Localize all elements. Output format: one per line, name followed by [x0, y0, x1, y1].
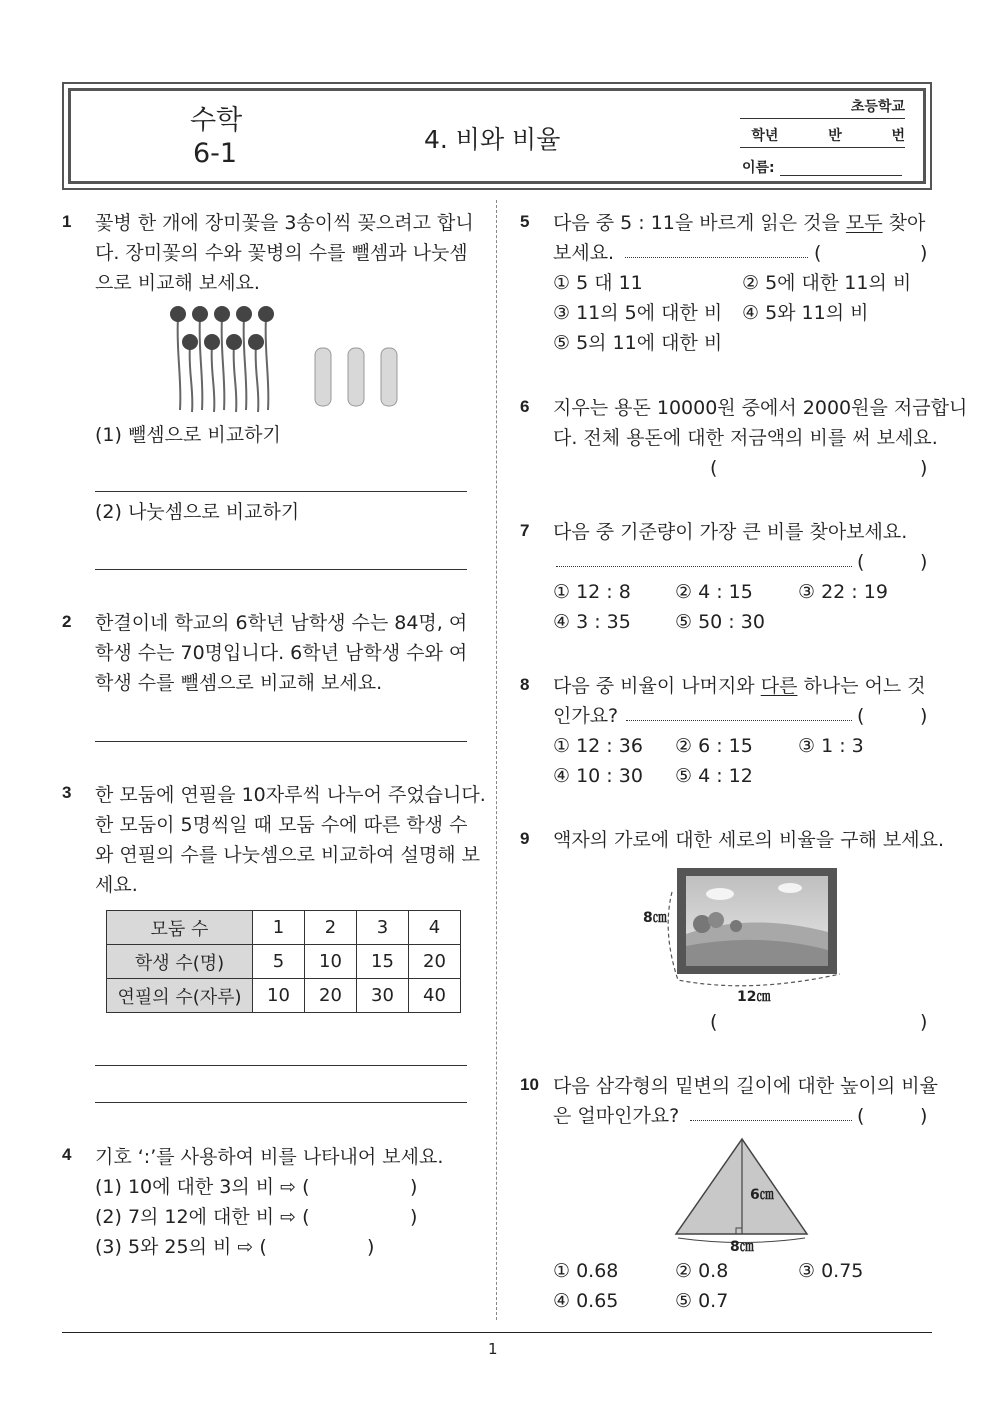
school-label: 초등학교	[850, 99, 905, 115]
table-cell: 2	[305, 911, 357, 945]
q5-line-1	[553, 208, 925, 238]
q8-paren-close: )	[920, 705, 928, 727]
q10-option[interactable]: ① 0.68	[553, 1260, 619, 1282]
q5-text: 다음 중 5 : 11을 바르게 읽은 것을	[553, 212, 846, 234]
table-cell: 3	[357, 911, 409, 945]
q10-option[interactable]: ④ 0.65	[553, 1290, 619, 1312]
q8-text: 하나는 어느 것	[797, 675, 926, 697]
q2-answer-line[interactable]	[95, 741, 467, 742]
q9-height-label: 8㎝	[643, 910, 667, 926]
q1-number: 1	[62, 212, 72, 231]
q10-number: 10	[520, 1075, 539, 1094]
table-cell: 15	[357, 945, 409, 979]
school-field	[740, 96, 905, 119]
q10-line-1: 다음 삼각형의 밑변의 길이에 대한 높이의 비율	[553, 1075, 938, 1097]
q4-number: 4	[62, 1145, 72, 1164]
q1-sub2: (2) 나눗셈으로 비교하기	[95, 501, 300, 523]
q7-option[interactable]: ② 4 : 15	[675, 581, 753, 603]
q8-option[interactable]: ⑤ 4 : 12	[675, 765, 753, 787]
table-row	[107, 911, 461, 945]
table-cell: 10	[305, 945, 357, 979]
q4-item-1-close: )	[410, 1176, 418, 1198]
q8-emphasis: 다른	[760, 675, 798, 697]
q10-line-2: 은 얼마인가요?	[553, 1105, 680, 1127]
q2-line: 한결이네 학교의 6학년 남학생 수는 84명, 여	[95, 612, 468, 634]
q7-leader-dots	[556, 566, 852, 567]
q5-leader-dots	[625, 257, 808, 258]
q3-table	[106, 910, 461, 1013]
q10-option[interactable]: ② 0.8	[675, 1260, 729, 1282]
subject-title: 수학	[190, 105, 243, 136]
q10-leader-dots	[690, 1120, 852, 1121]
q3-line: 한 모둠에 연필을 10자루씩 나누어 주었습니다.	[95, 784, 486, 806]
q1-answer-line-1[interactable]	[95, 491, 467, 492]
q5-paren-close: )	[920, 242, 928, 264]
name-label: 이름:	[742, 160, 775, 176]
q8-option[interactable]: ② 6 : 15	[675, 735, 753, 757]
q5-option[interactable]: ⑤ 5의 11에 대한 비	[553, 332, 723, 354]
triangle-diagram	[670, 1135, 815, 1247]
q7-option[interactable]: ① 12 : 8	[553, 581, 631, 603]
q5-option[interactable]: ③ 11의 5에 대한 비	[553, 302, 723, 324]
q9-paren-close: )	[920, 1011, 928, 1033]
q7-line-1: 다음 중 기준량이 가장 큰 비를 찾아보세요.	[553, 521, 908, 543]
table-cell: 10	[253, 979, 305, 1013]
q8-line-2: 인가요?	[553, 705, 619, 727]
column-divider	[496, 200, 497, 1320]
q3-line: 한 모둠이 5명씩일 때 모둠 수에 따른 학생 수	[95, 814, 468, 836]
q7-option[interactable]: ④ 3 : 35	[553, 611, 631, 633]
q10-paren-close: )	[920, 1105, 928, 1127]
q7-paren-close: )	[920, 551, 928, 573]
table-row	[107, 979, 461, 1013]
class-field	[740, 125, 905, 148]
q2-number: 2	[62, 612, 72, 631]
q4-item-3-close: )	[367, 1236, 375, 1258]
table-cell: 5	[253, 945, 305, 979]
q6-line: 지우는 용돈 10000원 중에서 2000원을 저금합니	[553, 397, 968, 419]
q5-line-2: 보세요.	[553, 242, 615, 264]
table-cell: 40	[409, 979, 461, 1013]
q5-option[interactable]: ① 5 대 11	[553, 272, 643, 294]
q9-paren-open: (	[710, 1011, 718, 1033]
footer-rule	[62, 1332, 932, 1333]
q8-text: 다음 중 비율이 나머지와	[553, 675, 761, 697]
q3-answer-line-2[interactable]	[95, 1102, 467, 1103]
q8-option[interactable]: ③ 1 : 3	[798, 735, 864, 757]
q4-item-1: (1) 10에 대한 3의 비 ⇨ (	[95, 1176, 310, 1198]
q1-text	[95, 208, 474, 298]
q9-line-1: 액자의 가로에 대한 세로의 비율을 구해 보세요.	[553, 829, 945, 851]
q10-option[interactable]: ③ 0.75	[798, 1260, 864, 1282]
q8-number: 8	[520, 675, 530, 694]
q10-paren-open: (	[857, 1105, 865, 1127]
q6-paren-close: )	[920, 457, 928, 479]
q8-paren-open: (	[857, 705, 865, 727]
q8-leader-dots	[626, 720, 852, 721]
table-cell: 30	[357, 979, 409, 1013]
q1-sub1: (1) 뺄셈으로 비교하기	[95, 424, 281, 446]
q2-line: 학생 수는 70명입니다. 6학년 남학생 수와 여	[95, 642, 468, 664]
q5-emphasis: 모두	[845, 212, 883, 234]
q7-number: 7	[520, 521, 530, 540]
q1-answer-line-2[interactable]	[95, 569, 467, 570]
table-cell: 20	[305, 979, 357, 1013]
q3-number: 3	[62, 783, 72, 802]
q8-line-1	[553, 671, 926, 701]
q6-paren-open: (	[710, 457, 718, 479]
q3-line: 세요.	[95, 874, 138, 896]
q7-paren-open: (	[857, 551, 865, 573]
class-row-label: 학년 반 번	[751, 128, 905, 144]
table-cell: 20	[409, 945, 461, 979]
q9-number: 9	[520, 829, 530, 848]
table-row	[107, 945, 461, 979]
q6-text	[553, 393, 967, 453]
table-cell: 4	[409, 911, 461, 945]
q5-paren-open: (	[814, 242, 822, 264]
name-field-line	[780, 175, 902, 176]
q8-option[interactable]: ④ 10 : 30	[553, 765, 643, 787]
q7-option[interactable]: ③ 22 : 19	[798, 581, 888, 603]
table-row-header: 연필의 수(자루)	[107, 979, 253, 1013]
page-number: 1	[488, 1340, 498, 1358]
q10-option[interactable]: ⑤ 0.7	[675, 1290, 729, 1312]
q6-line: 다. 전체 용돈에 대한 저금액의 비를 써 보세요.	[553, 427, 938, 449]
q2-text	[95, 608, 467, 698]
q1-line: 으로 비교해 보세요.	[95, 272, 260, 294]
q9-width-label: 12㎝	[737, 989, 771, 1005]
table-cell: 1	[253, 911, 305, 945]
unit-title: 4. 비와 비율	[424, 125, 561, 154]
q8-option[interactable]: ① 12 : 36	[553, 735, 643, 757]
roses-and-vases-illustration	[160, 300, 410, 415]
q5-option[interactable]: ② 5에 대한 11의 비	[742, 272, 912, 294]
q6-number: 6	[520, 397, 530, 416]
table-row-header: 모둠 수	[107, 911, 253, 945]
q7-option[interactable]: ⑤ 50 : 30	[675, 611, 765, 633]
q1-line: 꽃병 한 개에 장미꽃을 3송이씩 꽂으려고 합니	[95, 212, 474, 234]
q4-item-2-close: )	[410, 1206, 418, 1228]
q10-base-label: 8㎝	[730, 1239, 754, 1255]
q5-option[interactable]: ④ 5와 11의 비	[742, 302, 869, 324]
table-row-header: 학생 수(명)	[107, 945, 253, 979]
q1-line: 다. 장미꽃의 수와 꽃병의 수를 뺄셈과 나눗셈	[95, 242, 468, 264]
q4-item-2: (2) 7의 12에 대한 비 ⇨ (	[95, 1206, 310, 1228]
q4-title: 기호 ‘:’를 사용하여 비를 나타내어 보세요.	[95, 1146, 444, 1168]
q4-item-3: (3) 5와 25의 비 ⇨ (	[95, 1236, 267, 1258]
q3-text	[95, 780, 486, 900]
q2-line: 학생 수를 뺄셈으로 비교해 보세요.	[95, 672, 383, 694]
q5-text: 찾아	[882, 212, 926, 234]
q10-height-label: 6㎝	[750, 1187, 774, 1203]
q3-answer-line-1[interactable]	[95, 1065, 467, 1066]
grade-label: 6-1	[193, 138, 238, 169]
q3-line: 와 연필의 수를 나눗셈으로 비교하여 설명해 보	[95, 844, 480, 866]
q5-number: 5	[520, 212, 530, 231]
